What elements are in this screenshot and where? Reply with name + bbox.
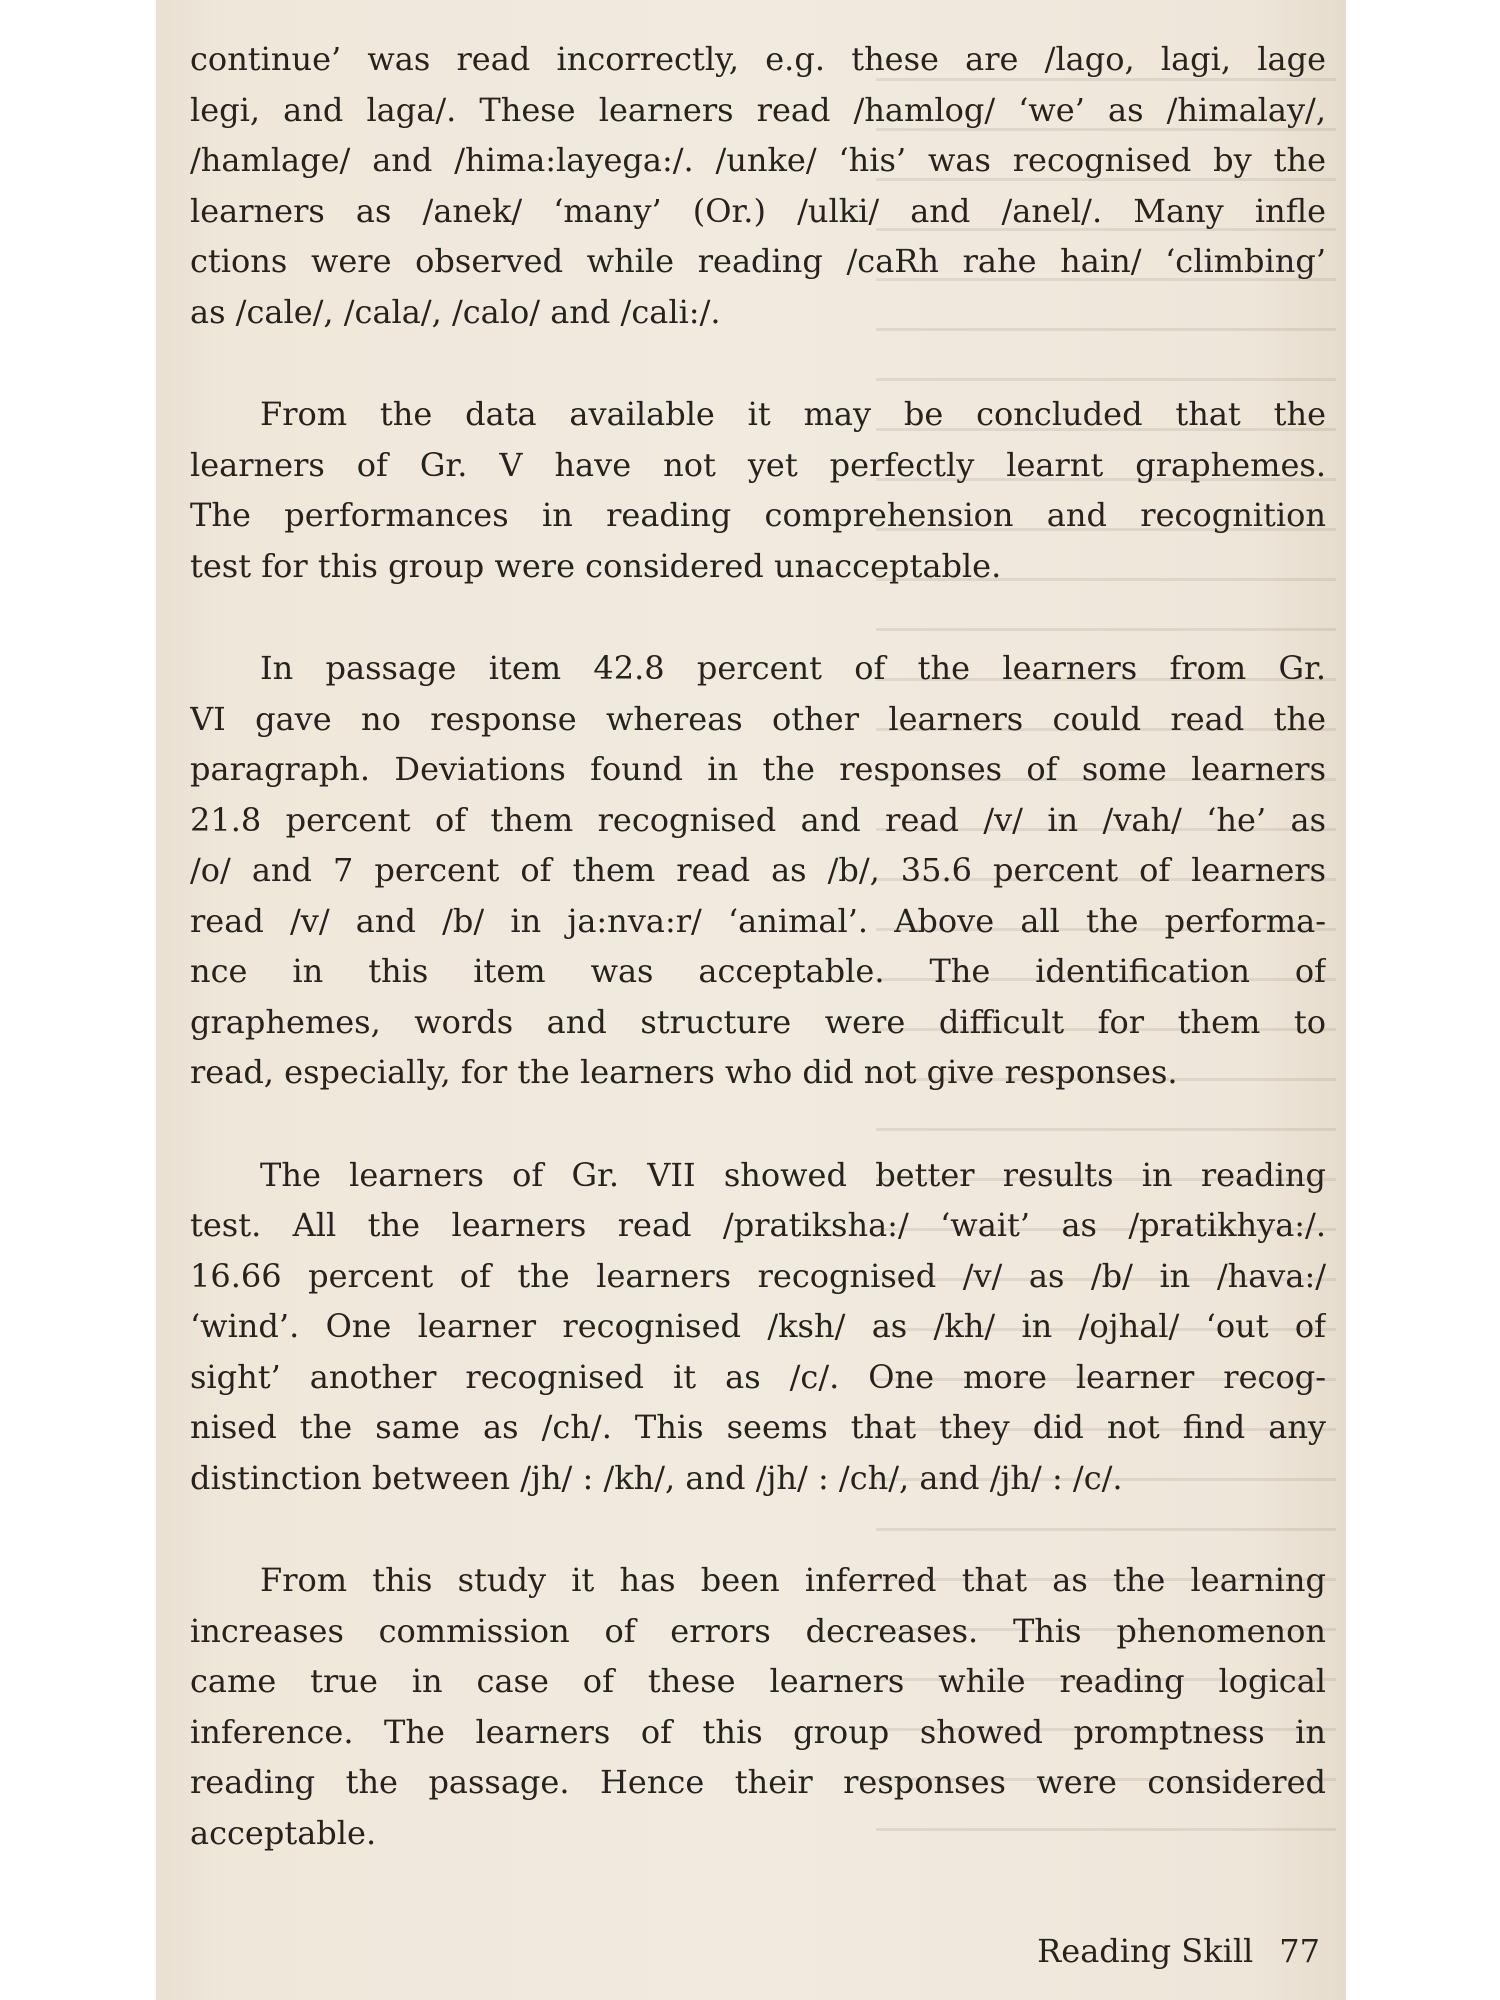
text-line: ctions were observed while reading /caRh rahe hain/ ‘climbing’ <box>190 242 1326 280</box>
text-line: reading the passage. Hence their responses were considered <box>190 1763 1326 1801</box>
text-line: 16.66 percent of the learners recognised /v/ as /b/ in /hava:/ <box>190 1256 1326 1295</box>
paragraph-2 <box>190 389 1326 591</box>
text-line: learners as /anek/ ‘many’ (Or.) /ulki/ and /anel/. Many infle <box>190 191 1326 230</box>
page-body <box>190 34 1326 1910</box>
footer-title: Reading Skill <box>1037 1932 1254 1970</box>
text-line: graphemes, words and structure were difficult for them to <box>190 1002 1326 1041</box>
text-line: test. All the learners read /pratiksha:/ ‘wait’ as /pratikhya:/. <box>190 1206 1326 1244</box>
text-line: as /cale/, /cala/, /calo/ and /cali:/. <box>190 292 721 331</box>
text-line: ‘wind’. One learner recognised /ksh/ as /kh/ in /ojhal/ ‘out of <box>190 1307 1326 1345</box>
text-line: came true in case of these learners while reading logical <box>190 1662 1326 1700</box>
text-line: continue’ was read incorrectly, e.g. these are /lago, lagi, lage <box>190 40 1326 78</box>
text-line: /hamlage/ and /hima:layega:/. /unke/ ‘his’ was recognised by the <box>190 141 1326 179</box>
text-line: nce in this item was acceptable. The identification of <box>190 952 1326 990</box>
paragraph-1 <box>190 34 1326 337</box>
running-footer <box>1037 1932 1320 1970</box>
text-line: From this study it has been inferred that as the learning <box>260 1561 1326 1599</box>
text-line: paragraph. Deviations found in the responses of some learners <box>190 750 1326 788</box>
text-line: From the data available it may be concluded that the <box>260 395 1326 433</box>
book-page <box>156 0 1346 2000</box>
text-line: 21.8 percent of them recognised and read /v/ in /vah/ ‘he’ as <box>190 800 1326 839</box>
text-line: read, especially, for the learners who did not give responses. <box>190 1053 1178 1091</box>
paragraph-5 <box>190 1555 1326 1858</box>
text-line: VI gave no response whereas other learners could read the <box>190 699 1326 738</box>
text-line: /o/ and 7 percent of them read as /b/, 35.6 percent of learners <box>190 851 1326 889</box>
text-line: The learners of Gr. VII showed better results in reading <box>260 1155 1326 1194</box>
text-line: inference. The learners of this group showed promptness in <box>190 1712 1326 1751</box>
text-line: read /v/ and /b/ in ja:nva:r/ ‘animal’. Above all the performa- <box>190 901 1326 940</box>
text-line: sight’ another recognised it as /c/. One more learner recog- <box>190 1357 1326 1396</box>
text-line: learners of Gr. V have not yet perfectly learnt graphemes. <box>190 445 1326 484</box>
text-line: In passage item 42.8 percent of the learners from Gr. <box>260 649 1326 687</box>
page-number: 77 <box>1279 1932 1320 1970</box>
paragraph-3 <box>190 643 1326 1098</box>
text-line: increases commission of errors decreases. This phenomenon <box>190 1611 1326 1650</box>
text-line: test for this group were considered unacceptable. <box>190 546 1002 585</box>
text-line: legi, and laga/. These learners read /hamlog/ ‘we’ as /himalay/, <box>190 90 1326 129</box>
text-line: acceptable. <box>190 1813 377 1852</box>
text-line: nised the same as /ch/. This seems that they did not find any <box>190 1408 1326 1446</box>
text-line: distinction between /jh/ : /kh/, and /jh/ : /ch/, and /jh/ : /c/. <box>190 1458 1123 1497</box>
paragraph-4 <box>190 1150 1326 1504</box>
text-line: The performances in reading comprehension and recognition <box>190 496 1326 534</box>
